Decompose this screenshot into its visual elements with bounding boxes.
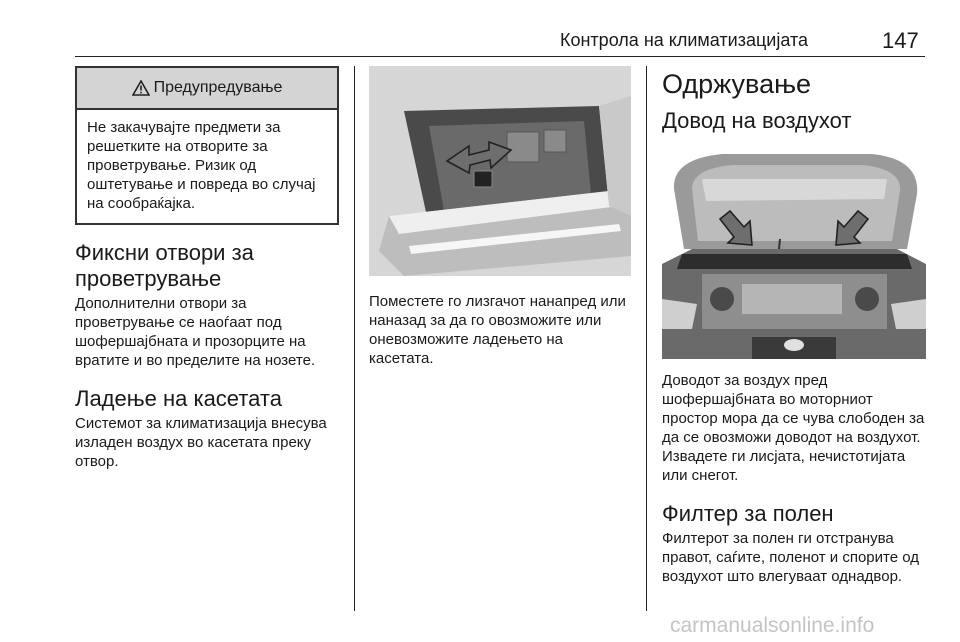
figure-caption: Поместете го лизгачот нанапред или наназад за да го овозможите или оневозможите ладењето на касетата. <box>369 293 626 367</box>
header-rule <box>75 56 925 57</box>
section-heading: Филтер за полен <box>662 501 834 526</box>
section-heading <box>75 240 339 292</box>
engine-bay-illustration <box>662 149 926 359</box>
page-number: 147 <box>882 28 919 53</box>
engine-bay-figure <box>662 149 926 359</box>
heading-line: Фиксни отвори за <box>75 240 254 265</box>
glovebox-figure <box>369 66 631 276</box>
column-middle <box>369 66 631 368</box>
section-heading: Ладење на касетата <box>75 386 282 411</box>
chapter-heading: Одржување <box>662 69 812 99</box>
warning-triangle-icon <box>132 80 150 96</box>
fixed-vents-text: Дополнителни отвори за проветрување се наоѓаат под шофершајбната и прозорците на вратите и во пределите на нозете. <box>75 295 316 369</box>
heading-line: проветрување <box>75 266 222 291</box>
column-divider <box>354 66 355 611</box>
section-heading: Довод на воздухот <box>662 108 852 133</box>
running-header-title: Контрола на климатизацијата <box>560 30 808 50</box>
column-divider <box>646 66 647 611</box>
watermark: carmanualsonline.info <box>670 614 875 637</box>
warning-text: Не закачувајте предмети за решетките на отворите за проветрување. Ризик од оштетување и повреда во случај на сообраќајка. <box>87 119 316 212</box>
warning-box <box>75 66 339 225</box>
glovebox-illustration <box>369 66 631 276</box>
air-intake-text: Доводот за воздух пред шофершајбната во моторниот простор мора да се чува слободен за да се овозможи доводот на воздухот. Извадете ги лисјата, нечистотијата или снегот. <box>662 372 925 484</box>
pollen-filter-text: Филтерот за полен ги отстранува правот, саѓите, поленот и спорите од воздухот што влегуваат однадвор. <box>662 530 920 585</box>
column-left <box>75 66 339 471</box>
column-right <box>662 66 926 586</box>
warning-header <box>77 68 337 110</box>
glovebox-cooling-text: Системот за климатизација внесува изладен воздух во касетата преку отвор. <box>75 415 327 470</box>
warning-title: Предупредување <box>153 79 283 96</box>
